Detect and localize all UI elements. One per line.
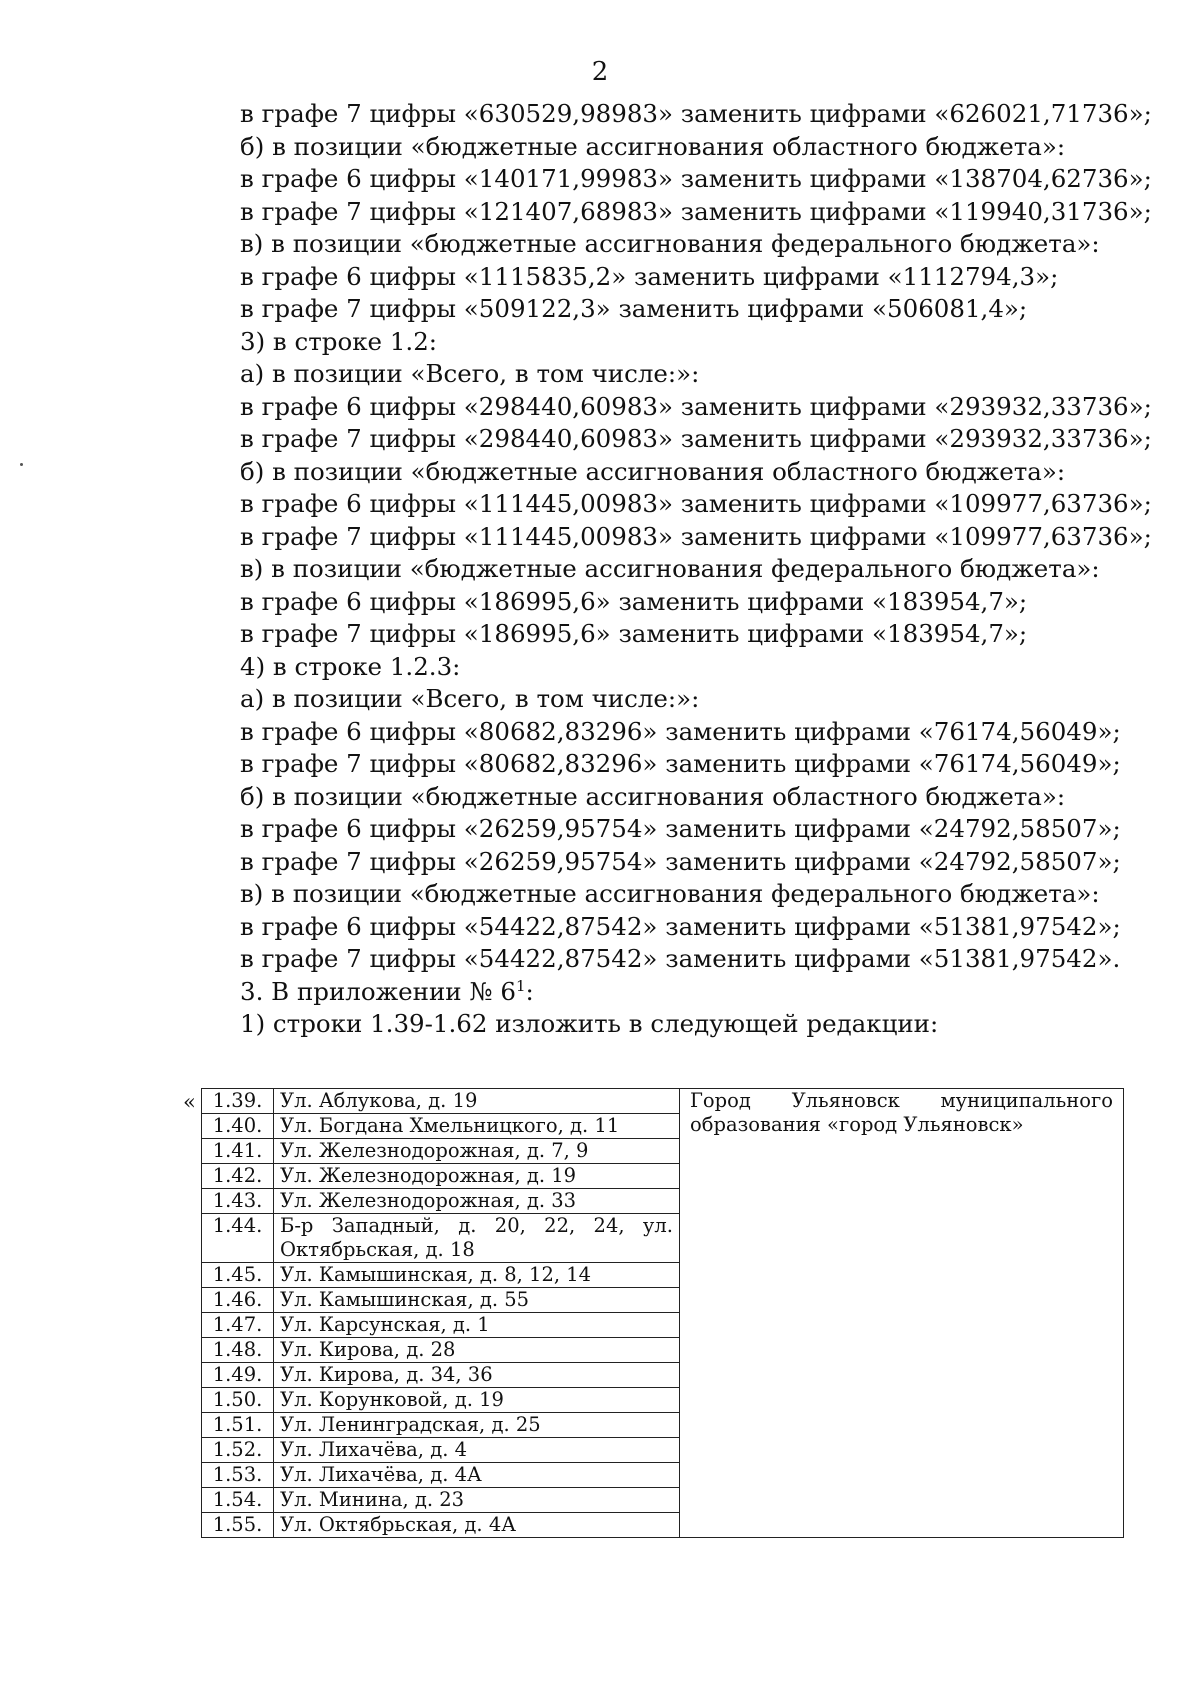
row-address: Ул. Корунковой, д. 19 — [274, 1388, 680, 1413]
row-address: Б-р Западный, д. 20, 22, 24, ул. Октябрьская, д. 18 — [274, 1214, 680, 1263]
appendix-heading — [240, 976, 1140, 1009]
appendix-heading-text: 3. В приложении № 6 — [240, 976, 516, 1006]
paragraph: в графе 7 цифры «509122,3» заменить цифрами «506081,4»; — [240, 294, 1028, 323]
row-number: 1.41. — [202, 1139, 274, 1164]
row-number: 1.51. — [202, 1413, 274, 1438]
document-body — [240, 98, 1152, 1041]
appendix-heading-suffix: : — [525, 976, 534, 1006]
paragraph: в графе 6 цифры «1115835,2» заменить цифрами «1112794,3»; — [240, 261, 1059, 291]
row-address: Ул. Кирова, д. 28 — [274, 1338, 680, 1363]
row-number: 1.55. — [202, 1513, 274, 1538]
paragraph: а) в позиции «Всего, в том числе:»: — [240, 359, 700, 388]
paragraph: в графе 7 цифры «630529,98983» заменить цифрами «626021,71736»; — [240, 99, 1152, 128]
row-address: Ул. Ленинградская, д. 25 — [274, 1413, 680, 1438]
paragraph: 4) в строке 1.2.3: — [240, 651, 461, 681]
paragraph: в графе 7 цифры «186995,6» заменить цифрами «183954,7»; — [240, 619, 1028, 648]
paragraph: в графе 7 цифры «121407,68983» заменить цифрами «119940,31736»; — [240, 196, 1152, 226]
row-address: Ул. Лихачёва, д. 4 — [274, 1438, 680, 1463]
scan-mark — [20, 463, 23, 466]
row-address: Ул. Камышинская, д. 8, 12, 14 — [274, 1263, 680, 1288]
paragraph: б) в позиции «бюджетные ассигнования областного бюджета»: — [240, 456, 1066, 486]
address-table-body — [202, 1089, 1124, 1538]
intro-line: 1) строки 1.39-1.62 изложить в следующей редакции: — [240, 1009, 939, 1038]
paragraph: в) в позиции «бюджетные ассигнования федерального бюджета»: — [240, 554, 1100, 583]
paragraph: в графе 6 цифры «111445,00983» заменить цифрами «109977,63736»; — [240, 489, 1152, 518]
row-number: 1.42. — [202, 1164, 274, 1189]
paragraph: в) в позиции «бюджетные ассигнования федерального бюджета»: — [240, 879, 1100, 908]
table-row — [202, 1089, 1124, 1114]
row-number: 1.45. — [202, 1263, 274, 1288]
paragraph: в графе 6 цифры «54422,87542» заменить цифрами «51381,97542»; — [240, 911, 1121, 941]
row-address: Ул. Лихачёва, д. 4А — [274, 1463, 680, 1488]
row-number: 1.54. — [202, 1488, 274, 1513]
paragraph: 3) в строке 1.2: — [240, 326, 438, 356]
address-table — [201, 1088, 1124, 1538]
row-address: Ул. Карсунская, д. 1 — [274, 1313, 680, 1338]
paragraph: в графе 7 цифры «54422,87542» заменить цифрами «51381,97542». — [240, 944, 1121, 973]
row-address: Ул. Железнодорожная, д. 7, 9 — [274, 1139, 680, 1164]
paragraph: в графе 7 цифры «111445,00983» заменить цифрами «109977,63736»; — [240, 521, 1152, 551]
paragraph: в графе 6 цифры «140171,99983» заменить цифрами «138704,62736»; — [240, 164, 1152, 193]
paragraph: б) в позиции «бюджетные ассигнования областного бюджета»: — [240, 131, 1066, 161]
row-number: 1.47. — [202, 1313, 274, 1338]
paragraph: в графе 6 цифры «80682,83296» заменить цифрами «76174,56049»; — [240, 716, 1121, 746]
paragraph: в графе 7 цифры «298440,60983» заменить цифрами «293932,33736»; — [240, 424, 1152, 453]
paragraph: в графе 6 цифры «26259,95754» заменить цифрами «24792,58507»; — [240, 814, 1121, 843]
row-number: 1.46. — [202, 1288, 274, 1313]
row-address: Ул. Октябрьская, д. 4А — [274, 1513, 680, 1538]
paragraph: в) в позиции «бюджетные ассигнования федерального бюджета»: — [240, 229, 1100, 258]
row-address: Ул. Камышинская, д. 55 — [274, 1288, 680, 1313]
row-address: Ул. Аблукова, д. 19 — [274, 1089, 680, 1114]
paragraph: б) в позиции «бюджетные ассигнования областного бюджета»: — [240, 781, 1066, 811]
paragraph: в графе 7 цифры «26259,95754» заменить цифрами «24792,58507»; — [240, 846, 1121, 876]
paragraph: а) в позиции «Всего, в том числе:»: — [240, 684, 700, 713]
row-number: 1.49. — [202, 1363, 274, 1388]
row-address: Ул. Богдана Хмельницкого, д. 11 — [274, 1114, 680, 1139]
row-number: 1.50. — [202, 1388, 274, 1413]
row-address: Ул. Минина, д. 23 — [274, 1488, 680, 1513]
row-number: 1.44. — [202, 1214, 274, 1263]
paragraph: в графе 6 цифры «298440,60983» заменить цифрами «293932,33736»; — [240, 391, 1152, 421]
opening-quote: « — [183, 1090, 196, 1114]
row-number: 1.40. — [202, 1114, 274, 1139]
page-number: 2 — [591, 57, 609, 87]
row-number: 1.52. — [202, 1438, 274, 1463]
row-number: 1.39. — [202, 1089, 274, 1114]
row-address: Ул. Кирова, д. 34, 36 — [274, 1363, 680, 1388]
row-number: 1.43. — [202, 1189, 274, 1214]
row-number: 1.53. — [202, 1463, 274, 1488]
address-table-container — [201, 1088, 1123, 1538]
paragraph: в графе 7 цифры «80682,83296» заменить цифрами «76174,56049»; — [240, 749, 1121, 778]
row-number: 1.48. — [202, 1338, 274, 1363]
row-address: Ул. Железнодорожная, д. 19 — [274, 1164, 680, 1189]
paragraph: в графе 6 цифры «186995,6» заменить цифрами «183954,7»; — [240, 586, 1028, 616]
appendix-superscript: 1 — [515, 976, 526, 995]
row-address: Ул. Железнодорожная, д. 33 — [274, 1189, 680, 1214]
municipality-cell: Город Ульяновск муниципального образования «город Ульяновск» — [680, 1089, 1124, 1538]
